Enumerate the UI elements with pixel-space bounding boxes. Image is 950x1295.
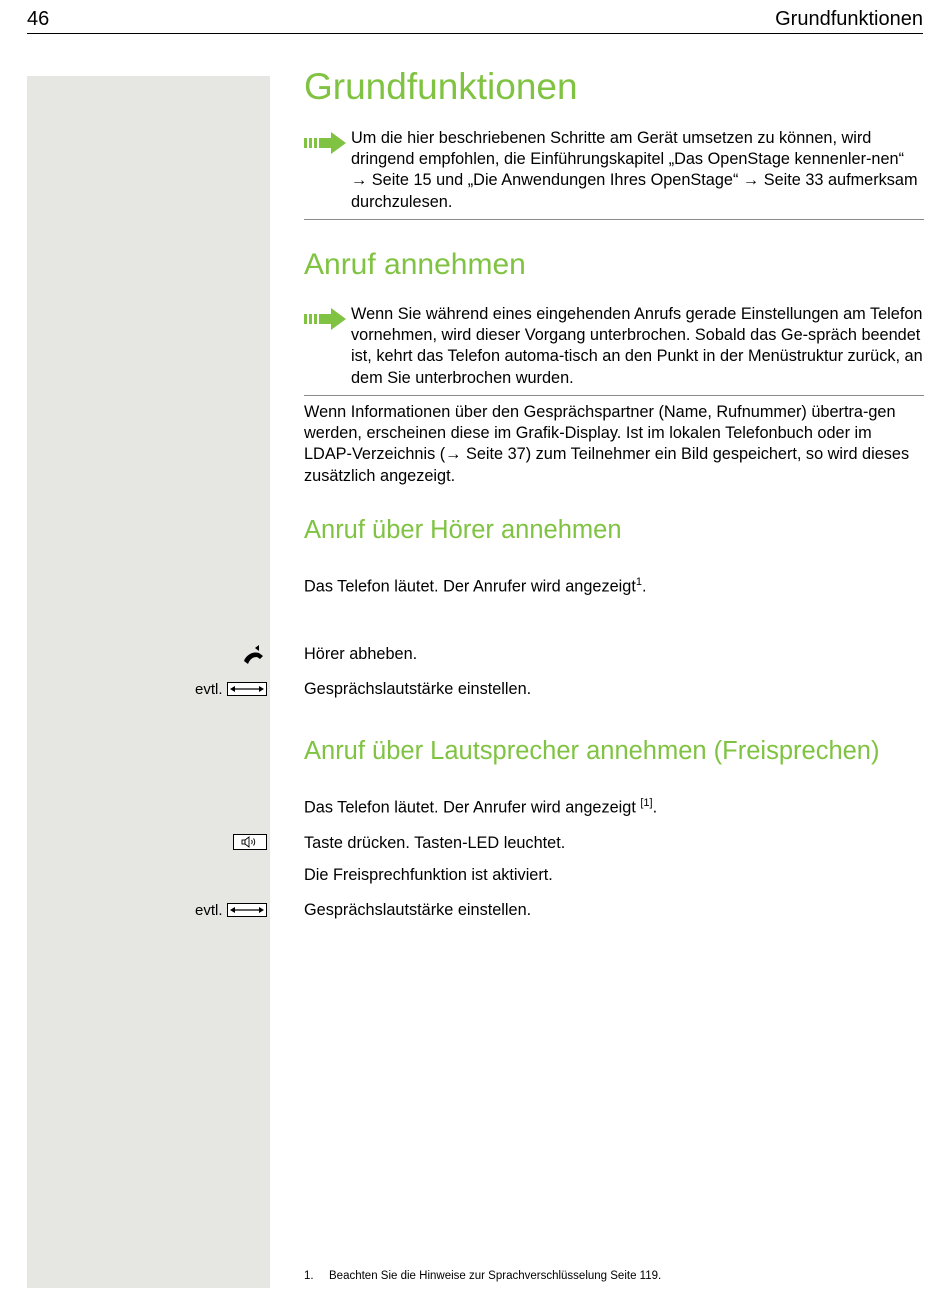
section-heading-speaker: Anruf über Lautsprecher annehmen (Freisprechen) [304, 737, 880, 765]
handset-icon [241, 645, 269, 667]
speaker-key-icon [233, 834, 267, 850]
note-arrow-icon [304, 132, 346, 154]
speaker-step-volume: Gesprächslautstärke einstellen. [304, 901, 532, 919]
caller-info-paragraph: Wenn Informationen über den Gesprächspartner (Name, Rufnummer) übertra-gen werden, erscheinen diese im Grafik-Display. Ist im lokalen Telefonbuch oder im LDAP-Verzeichnis (→ Seite 37) zum Teilnehmer ein Bild gespeichert, so wird dieses zusätzlich angezeigt. [304, 403, 910, 485]
answer-note-text: Wenn Sie während eines eingehenden Anrufs gerade Einstellungen am Telefon vornehmen, wird dieser Vorgang unterbrochen. Sobald das Ge-spräch beendet ist, kehrt das Telefon automa-tisch an den Punkt in der Menüstruktur zurück, an dem Sie unterbrochen wurden. [351, 305, 923, 387]
footnote-ref: [1] [640, 797, 653, 809]
speaker-step-info: Die Freisprechfunktion ist aktiviert. [304, 866, 553, 884]
footnote-text: Beachten Sie die Hinweise zur Sprachverschlüsselung Seite 119. [329, 1270, 662, 1282]
handset-step-pickup: Hörer abheben. [304, 645, 418, 663]
section-heading-answer: Anruf annehmen [304, 248, 526, 281]
page-number: 46 [27, 8, 50, 30]
footnote-ref: 1 [635, 576, 642, 588]
optional-prefix: evtl. [195, 681, 223, 698]
note-arrow-icon [304, 308, 346, 330]
volume-slider-icon [227, 682, 267, 696]
optional-prefix: evtl. [195, 902, 223, 919]
intro-note [304, 128, 924, 220]
speaker-intro: Das Telefon läutet. Der Anrufer wird angezeigt [1]. [304, 797, 658, 817]
section-heading-handset: Anruf über Hörer annehmen [304, 516, 622, 544]
speaker-step-press-key: Taste drücken. Tasten-LED leuchtet. [304, 834, 566, 852]
page-title: Grundfunktionen [304, 66, 578, 107]
page-header [27, 6, 923, 34]
handset-step-volume: Gesprächslautstärke einstellen. [304, 680, 532, 698]
running-title: Grundfunktionen [775, 8, 923, 30]
footnote-number: 1. [304, 1270, 314, 1282]
handset-intro: Das Telefon läutet. Der Anrufer wird angezeigt$^1$. [304, 576, 647, 596]
volume-slider-icon [227, 903, 267, 917]
intro-note-text: Um die hier beschriebenen Schritte am Gerät umsetzen zu können, wird dringend empfohlen, die Einführungskapitel „Das OpenStage kennenler-nen“ → Seite 15 und „Die Anwendungen Ihres OpenStage“ → Seite 33 aufmerksam durchzulesen. [351, 129, 918, 211]
answer-note [304, 304, 924, 396]
footnote [304, 1270, 661, 1282]
